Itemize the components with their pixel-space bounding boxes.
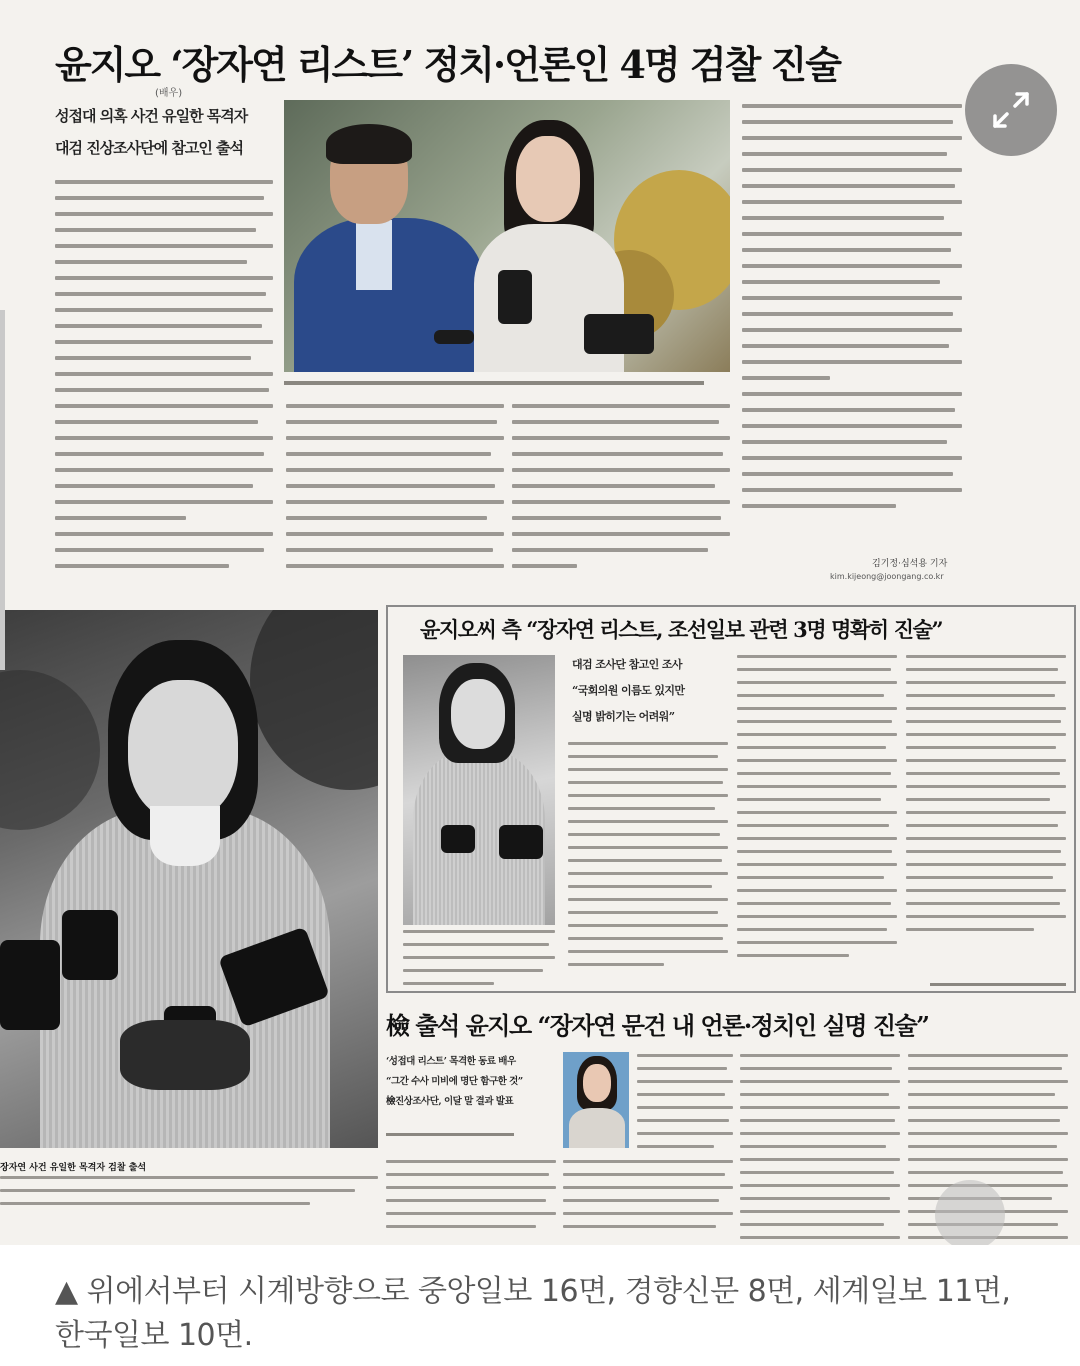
- image-caption: ▲ 위에서부터 시계방향으로 중앙일보 16면, 경향신문 8면, 세계일보 11면, 한국일보 10면.: [55, 1274, 1011, 1353]
- article3-photo-caption: [403, 930, 555, 990]
- article3-signature: [930, 980, 1066, 989]
- article1-body-col3: [512, 404, 730, 594]
- article4-body-col1: [386, 1160, 556, 1240]
- article4-subhead: [386, 1052, 523, 1112]
- expand-arrows-icon: [988, 87, 1034, 133]
- article3-subhead: [572, 652, 684, 730]
- article2-photo: [0, 610, 378, 1148]
- article4-subhead-line: “그간 수사 미비에 명단 함구한 것”: [386, 1076, 523, 1087]
- article4-photo: [563, 1052, 629, 1148]
- article4-body-col2: [563, 1160, 733, 1240]
- article3-headline: 윤지오씨 측 “장자연 리스트, 조선일보 관련 3명 명확히 진술”: [420, 617, 943, 642]
- article4-byline: [386, 1130, 514, 1139]
- article1-body-col1: [55, 180, 273, 600]
- article1-body-col4: [742, 104, 962, 552]
- article1-subhead: [55, 100, 247, 164]
- article1-headline: 윤지오 ‘장자연 리스트’ 정치·언론인 4명 검찰 진술: [55, 42, 840, 87]
- touch-indicator: [935, 1180, 1005, 1245]
- article3-body-col1: [568, 742, 728, 982]
- article1-photo-caption: [284, 378, 730, 387]
- article3-body-col2: [737, 655, 897, 985]
- article2-photo-caption: 장자연 사건 유일한 목격자 검찰 출석: [0, 1163, 147, 1173]
- article3-photo: [403, 655, 555, 925]
- article3-subhead-line: “국회의원 이름도 있지만: [572, 684, 685, 697]
- article4-subhead-line: ‘성접대 리스트’ 목격한 동료 배우: [386, 1056, 516, 1067]
- article4-headline: 檢 출석 윤지오 “장자연 문건 내 언론·정치인 실명 진술”: [386, 1011, 929, 1040]
- article1-signature: 김기정·심석용 기자: [872, 559, 948, 569]
- article4-subhead-line: 檢진상조사단, 이달 말 결과 발표: [386, 1096, 514, 1107]
- article1-photo: [284, 100, 730, 372]
- article4-body-col3: [637, 1054, 733, 1150]
- article4-body-col4: [740, 1054, 900, 1239]
- article1-email: kim.kijeong@joongang.co.kr: [830, 572, 944, 581]
- article3-body-col3: [906, 655, 1066, 965]
- expand-button[interactable]: [965, 64, 1057, 156]
- scroll-handle[interactable]: [0, 310, 5, 670]
- article3-subhead-line: 대검 조사단 참고인 조사: [572, 658, 682, 671]
- article1-byline: (배우): [155, 88, 183, 99]
- article3-subhead-line: 실명 밝히기는 어려워”: [572, 710, 675, 723]
- article1-subhead-line: 성접대 의혹 사건 유일한 목격자: [55, 107, 248, 125]
- article1-body-col2: [286, 404, 504, 594]
- article1-subhead-line: 대검 진상조사단에 참고인 출석: [55, 139, 244, 157]
- article2-caption-text: [0, 1176, 378, 1216]
